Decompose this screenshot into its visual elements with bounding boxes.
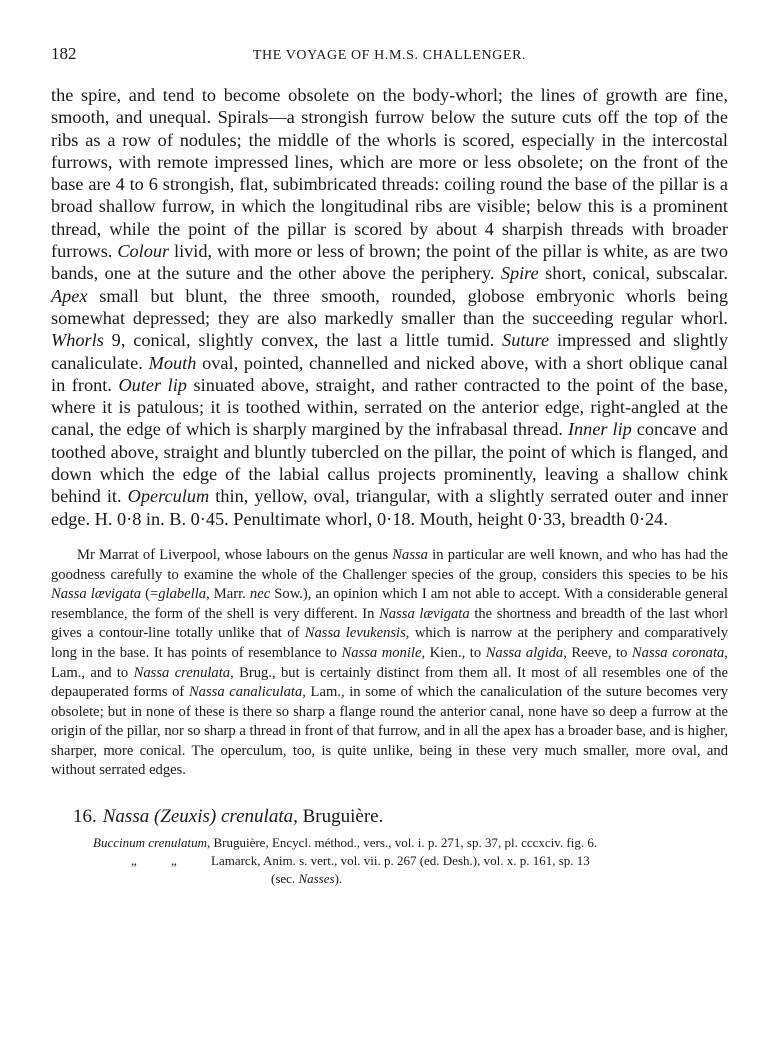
term-suture: Suture bbox=[502, 330, 550, 351]
species-description bbox=[51, 84, 728, 530]
remarks-text: in particular are well known, and who has had the goodness carefully to examine the whole of the Challenger species of the group, considers this species to be his bbox=[51, 546, 728, 583]
ditto-mark: „ bbox=[171, 853, 177, 869]
description-text: short, conical, subscalar. bbox=[545, 263, 728, 284]
remarks-text: the shortness and breadth of the last whorl gives a contour-line totally unlike that of bbox=[51, 605, 728, 642]
species-author: , Bruguière. bbox=[293, 806, 384, 828]
synonym-reference: Lamarck, Anim. s. vert., vol. vii. p. 267 (ed. Desh.), vol. x. p. 161, sp. 13 bbox=[211, 853, 590, 869]
description-text: small but blunt, the three smooth, rounded, globose embryonic whorls being somewhat depressed; they are also markedly smaller than the succeeding regular whorl. bbox=[51, 285, 728, 328]
taxon-name: Nassa lævigata bbox=[51, 586, 142, 603]
term-colour: Colour bbox=[117, 241, 170, 262]
term-apex: Apex bbox=[51, 285, 88, 306]
term-operculum: Operculum bbox=[127, 486, 210, 507]
description-text: thin, yellow, oval, triangular, with a slightly serrated outer and inner edge. H. 0·8 in. B. 0·45. Penultimate whorl, 0·18. Mouth, height 0·33, breadth 0·24. bbox=[51, 486, 728, 529]
remarks-text: , Lam., in some of which the canaliculation of the suture becomes very obsolete; but in none of these is there so sharp a flange round the anterior canal, none have so deep a furrow at the origin of the pillar, nor so sharp a thread in front of that furrow, and in all the apex has a broader base, and is higher, sharper, more conical. The operculum, too, is quite unlike, being in these very much smaller, more oval, and without serrated edges. bbox=[51, 684, 729, 779]
species-number: 16. bbox=[73, 806, 97, 828]
synonymy-list bbox=[51, 834, 728, 888]
page-header bbox=[51, 44, 728, 70]
remarks-text: , Kien., to bbox=[421, 644, 482, 661]
ditto-mark: „ bbox=[131, 853, 137, 869]
taxon-name: Nassa bbox=[392, 546, 428, 563]
synonym-work: Nasses bbox=[298, 871, 335, 887]
species-epithet: crenulata bbox=[220, 806, 294, 828]
remarks-text: , Brug., but is certainly distinct from them all. It most of all resembles one of the depauperated forms of bbox=[51, 664, 728, 701]
synonymy-line bbox=[51, 870, 728, 888]
taxon-name: Nassa monile bbox=[341, 644, 422, 661]
synonym-name: Buccinum crenulatum bbox=[93, 835, 207, 851]
remarks-section bbox=[51, 546, 728, 781]
term-inner-lip: Inner lip bbox=[567, 419, 632, 440]
term-outer-lip: Outer lip bbox=[118, 374, 187, 395]
remarks-text: (= bbox=[145, 586, 159, 603]
term-mouth: Mouth bbox=[148, 352, 197, 373]
remarks-text: , Lam., and to bbox=[51, 644, 728, 681]
subgenus-name: (Zeuxis) bbox=[153, 806, 217, 828]
description-text: concave and toothed above, straight and bluntly tubercled on the pillar, the point of which is flanged, and down which the edge of the labial callus projects prominently, leaving a shallow chink behind it. bbox=[51, 419, 728, 507]
remarks-text: Sow.), an opinion which I am not able to accept. With a considerable general resemblance, the form of the shell is very different. In bbox=[51, 586, 728, 622]
synonymy-line bbox=[51, 852, 728, 870]
remarks-text: , Marr. bbox=[206, 586, 246, 603]
description-text: 9, conical, slightly convex, the last a little tumid. bbox=[111, 330, 495, 351]
synonym-reference: (sec. bbox=[271, 871, 296, 887]
synonym-reference: ). bbox=[334, 871, 343, 887]
taxon-name: Nassa levukensis bbox=[304, 625, 406, 642]
taxon-name: Nassa crenulata bbox=[133, 664, 231, 681]
term-whorls: Whorls bbox=[51, 330, 104, 351]
description-text: impressed and slightly canaliculate. bbox=[51, 330, 728, 373]
synonymy-line bbox=[51, 834, 728, 852]
page-number: 182 bbox=[51, 44, 77, 63]
taxon-name: glabella bbox=[158, 586, 207, 603]
description-text: livid, with more or less of brown; the point of the pillar is white, as are two bands, one at the suture and the other above the periphery. bbox=[51, 241, 729, 284]
remarks-text: , which is narrow at the periphery and comparatively long in the base. It has points of resemblance to bbox=[51, 625, 728, 661]
taxon-name: Nassa coronata bbox=[631, 644, 725, 661]
description-text: oval, pointed, channelled and nicked above, with a short oblique canal in front. bbox=[51, 352, 729, 395]
taxon-name: Nassa algida bbox=[485, 644, 564, 661]
term-spire: Spire bbox=[500, 263, 539, 284]
synonym-reference: , Bruguière, Encycl. méthod., vers., vol. i. p. 271, sp. 37, pl. cccxciv. fig. 6. bbox=[206, 835, 598, 851]
taxon-name: Nassa canaliculata bbox=[188, 684, 303, 701]
species-heading bbox=[51, 805, 728, 829]
running-title: THE VOYAGE OF H.M.S. CHALLENGER. bbox=[252, 48, 527, 63]
taxon-name: Nassa lævigata bbox=[379, 605, 470, 622]
genus-name: Nassa bbox=[102, 806, 150, 828]
latin-word: nec bbox=[249, 586, 271, 603]
remarks-paragraph bbox=[51, 546, 728, 781]
description-paragraph bbox=[51, 84, 728, 530]
description-text: sinuated above, straight, and rather contracted to the point of the base, where it is patulous; it is toothed within, serrated on the anterior edge, right-angled at the canal, the edge of which is sharply margined by the infrabasal thread. bbox=[51, 374, 729, 440]
description-text: the spire, and tend to become obsolete on the body-whorl; the lines of growth are fine, smooth, and unequal. Spirals—a strongish furrow below the suture cuts off the top of the ribs as a row of nodules; the middle of the whorls is scored, especially in the intercostal furrows, with remote impressed lines, which are more or less obsolete; on the front of the base are 4 to 6 strongish, flat, subimbricated threads: coiling round the base of the pillar is a broad shallow furrow, in which the longitudinal ribs are visible; below this is a prominent thread, while the point of the pillar is scored by about 4 sharpish threads with broader furrows. bbox=[51, 85, 728, 262]
remarks-text: Mr Marrat of Liverpool, whose labours on the genus bbox=[77, 546, 389, 563]
remarks-text: , Reeve, to bbox=[563, 644, 628, 661]
